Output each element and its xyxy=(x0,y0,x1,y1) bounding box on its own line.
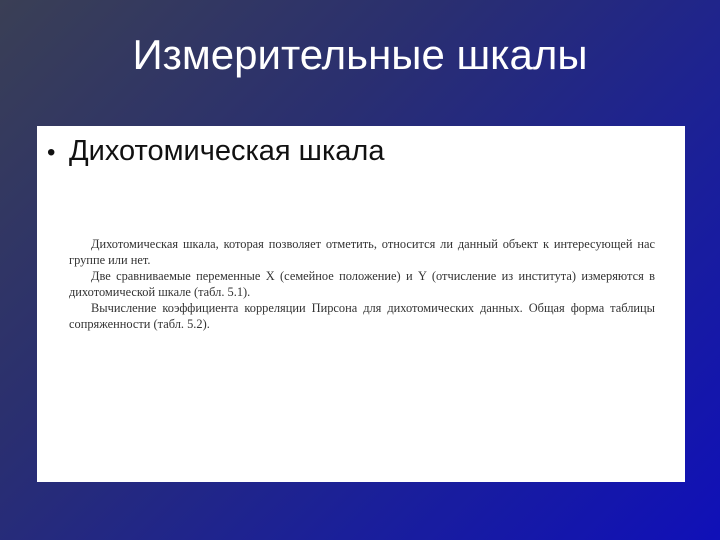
scanned-paragraph-3: Вычисление коэффициента корреляции Пирсона для дихотомических данных. Общая форма таблицы сопряженности (табл. 5.2). xyxy=(69,301,655,331)
bullet-text: Дихотомическая шкала xyxy=(69,135,385,167)
scanned-paragraph-1: Дихотомическая шкала, которая позволяет отметить, относится ли данный объект к интересующей нас группе или нет. xyxy=(69,237,655,267)
scanned-text-image xyxy=(69,236,655,332)
scanned-paragraph-2: Две сравниваемые переменные X (семейное положение) и Y (отчисление из института) измеряются в дихотомической шкале (табл. 5.1). xyxy=(69,269,655,299)
bullet-marker: • xyxy=(47,139,56,166)
content-panel xyxy=(37,126,685,482)
slide-title: Измерительные шкалы xyxy=(132,31,588,78)
bullet-item xyxy=(47,134,384,170)
